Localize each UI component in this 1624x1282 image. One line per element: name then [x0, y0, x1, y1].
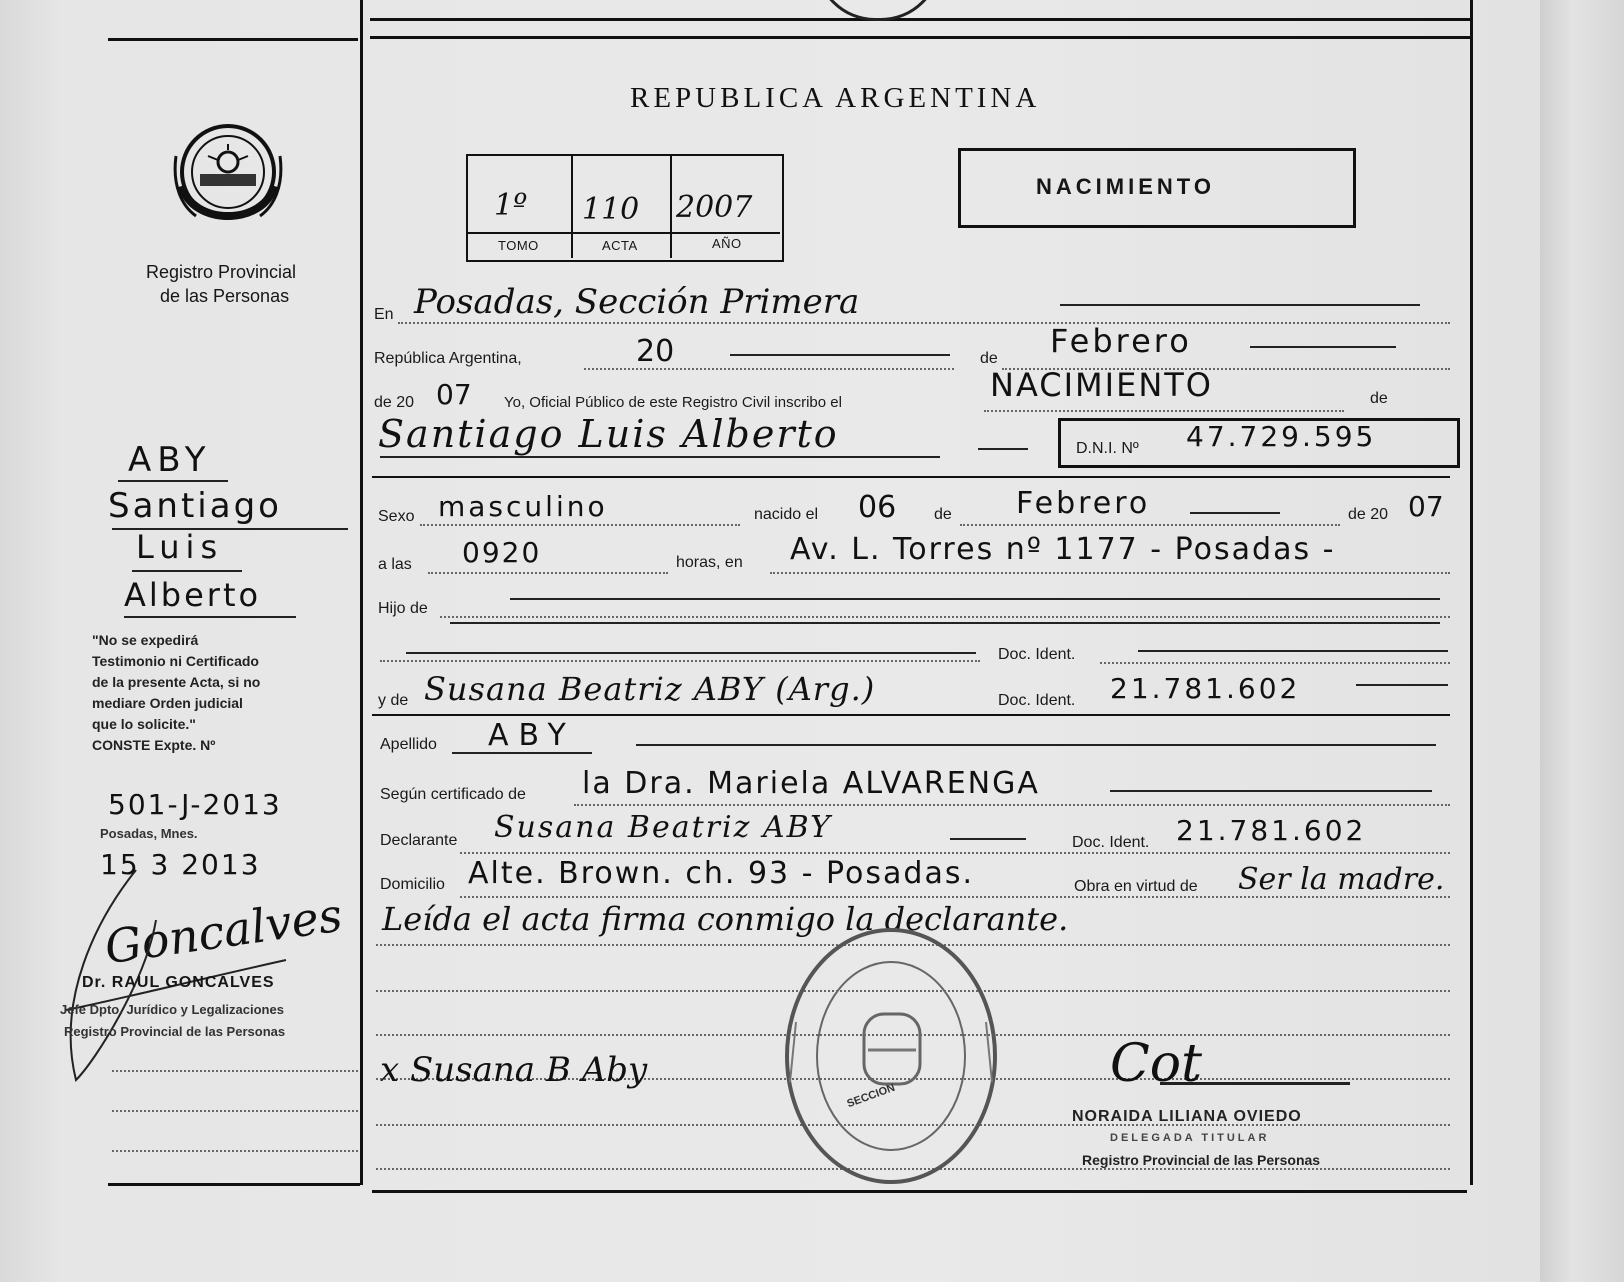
notice-line-2: Testimonio ni Certificado [92, 653, 259, 669]
mother-doc-value: 21.781.602 [1110, 672, 1301, 705]
republica-label: República Argentina, [374, 350, 522, 367]
birth-place-value: Av. L. Torres nº 1177 - Posadas - [790, 532, 1336, 567]
en-value: Posadas, Sección Primera [414, 282, 860, 322]
month-de-label: de [980, 350, 998, 367]
sexo-label: Sexo [378, 508, 415, 525]
official-registry-stamp: Registro Provincial de las Personas [1082, 1152, 1321, 1168]
left-dots-3 [112, 1150, 358, 1152]
sexo-value: masculino [438, 490, 608, 523]
next-page-edge [1540, 0, 1624, 1282]
main-bottom-rule [372, 1190, 1467, 1193]
domicilio-value: Alte. Brown. ch. 93 - Posadas. [468, 856, 975, 891]
father-line-dots [380, 660, 980, 662]
right-border [1470, 0, 1473, 1185]
segun-tail [1110, 790, 1432, 792]
registry-divider-1 [571, 154, 573, 258]
conste-label: CONSTE Expte. Nº [92, 737, 216, 753]
apellido-tail [636, 744, 1436, 746]
inscribo-value: NACIMIENTO [990, 366, 1213, 404]
year-value: 07 [436, 378, 472, 411]
birth-year-prefix: de 20 [1348, 506, 1389, 523]
left-dots-1 [112, 1070, 358, 1072]
month-tail-rule [1250, 346, 1396, 348]
margin-surname: ABY [128, 440, 212, 480]
domicilio-dots [460, 896, 1450, 898]
registry-label-rule [466, 232, 780, 234]
hijo-de-label: Hijo de [378, 600, 428, 617]
en-label: En [374, 306, 394, 323]
person-name: Santiago Luis Alberto [378, 412, 839, 456]
expediente-number: 501-J-2013 [108, 788, 282, 821]
closing-text: Leída el acta firma conmigo la declarante. [382, 900, 1069, 938]
official-title-stamp: DELEGADA TITULAR [1110, 1132, 1270, 1144]
declarante-doc-label: Doc. Ident. [1072, 834, 1150, 851]
father-doc-dots [1100, 662, 1450, 664]
tomo-label: TOMO [498, 238, 539, 253]
office-line-1: Registro Provincial [146, 262, 297, 282]
hour-value: 0920 [462, 536, 542, 569]
notice-line-5: que lo solicite." [92, 716, 196, 732]
mother-value: Susana Beatriz ABY (Arg.) [424, 670, 876, 708]
father-doc-rule [1138, 650, 1448, 652]
declarante-dots [460, 852, 1450, 854]
declarante-signature: x Susana B Aby [380, 1050, 648, 1090]
hijo-rule-1 [510, 598, 1440, 600]
oficial-text: Yo, Oficial Público de este Registro Civil inscribo el [504, 394, 842, 411]
official-signature: Cot [1110, 1034, 1202, 1094]
tomo-value: 1º [494, 188, 528, 223]
mother-doc-label: Doc. Ident. [998, 692, 1076, 709]
official-signature-flourish [1160, 1082, 1350, 1085]
domicilio-label: Domicilio [380, 876, 445, 893]
notice-line-4: mediare Orden judicial [92, 695, 243, 711]
birth-month-value: Febrero [1016, 486, 1151, 521]
segun-label: Según certificado de [380, 786, 526, 803]
birth-month-dots [960, 524, 1340, 526]
margin-underline-1 [118, 480, 228, 482]
sexo-dots [420, 524, 740, 526]
identity-separator [372, 476, 1450, 478]
stamp-date: 15 3 2013 [100, 848, 261, 881]
main-top-rule [370, 18, 1470, 21]
margin-underline-2 [112, 528, 348, 530]
notice-line-1: "No se expedirá [92, 632, 199, 648]
father-line-rule [406, 652, 976, 654]
official-title-left-1: Jefe Dpto. Jurídico y Legalizaciones [60, 1002, 284, 1017]
hijo-dots [440, 616, 1450, 618]
notice-stamp [92, 630, 362, 756]
parents-separator [372, 714, 1450, 716]
obra-value: Ser la madre. [1238, 862, 1445, 897]
obra-label: Obra en virtud de [1074, 878, 1198, 895]
margin-middlename: Luis [136, 528, 224, 566]
main-header-rule [370, 36, 1470, 39]
day-value: 20 [636, 334, 675, 369]
en-tail-rule [1060, 304, 1420, 306]
person-name-underline [380, 456, 940, 458]
registry-round-stamp-icon [778, 922, 1004, 1190]
hour-dots [428, 572, 668, 574]
misiones-seal-icon [172, 116, 284, 240]
day-dots [584, 368, 954, 370]
official-name-left: Dr. RAUL GONCALVES [82, 974, 275, 991]
official-name-stamp: NORAIDA LILIANA OVIEDO [1072, 1108, 1302, 1125]
de2-label: de [1370, 390, 1388, 407]
office-line-2: de las Personas [160, 286, 290, 306]
segun-value: la Dra. Mariela ALVARENGA [582, 766, 1040, 801]
margin-underline-3 [132, 570, 242, 572]
apellido-underline [452, 752, 592, 754]
birth-year-value: 07 [1408, 490, 1444, 523]
horas-label: horas, en [676, 554, 743, 571]
birth-place-dots [770, 572, 1450, 574]
inscribo-dots [984, 410, 1344, 412]
margin-firstname: Santiago [108, 486, 282, 526]
declarante-value: Susana Beatriz ABY [494, 810, 832, 845]
mother-doc-tail [1356, 684, 1448, 686]
declarante-doc-value: 21.781.602 [1176, 814, 1367, 847]
apellido-value: ABY [488, 718, 576, 753]
apellido-label: Apellido [380, 736, 437, 753]
column-divider [360, 0, 363, 1185]
anio-label: AÑO [712, 236, 742, 251]
father-doc-label: Doc. Ident. [998, 646, 1076, 663]
left-dots-2 [112, 1110, 358, 1112]
official-title-left-2: Registro Provincial de las Personas [64, 1024, 286, 1039]
round-stamp-center: SECCION [845, 1081, 897, 1111]
country-title: REPUBLICA ARGENTINA [630, 82, 1041, 114]
birth-day-value: 06 [858, 490, 897, 525]
declarante-label: Declarante [380, 832, 458, 849]
act-type-label: NACIMIENTO [1036, 174, 1215, 199]
acta-value: 110 [582, 192, 640, 227]
year-prefix-label: de 20 [374, 394, 415, 411]
nacido-label: nacido el [754, 506, 819, 523]
dni-label: D.N.I. Nº [1076, 440, 1139, 457]
hijo-rule-2 [450, 622, 1440, 624]
en-dots [398, 322, 1450, 324]
y-de-label: y de [378, 692, 409, 709]
segun-dots [574, 804, 1450, 806]
stamp-place: Posadas, Mnes. [100, 826, 198, 841]
left-column-bottom-rule [108, 1183, 360, 1186]
goncalves-signature: Goncalves [101, 887, 346, 975]
margin-lastname: Alberto [124, 576, 262, 614]
person-name-tail [978, 448, 1028, 450]
registry-divider-2 [670, 154, 672, 258]
dni-value: 47.729.595 [1186, 420, 1377, 453]
a-las-label: a las [378, 556, 412, 573]
notice-line-3: de la presente Acta, si no [92, 674, 261, 690]
month-value: Febrero [1050, 322, 1192, 360]
margin-underline-4 [124, 616, 296, 618]
left-column-top-rule [108, 38, 358, 41]
day-tail-rule [730, 354, 950, 356]
birth-month-tail [1190, 512, 1280, 514]
acta-label: ACTA [602, 238, 638, 253]
declarante-tail [950, 838, 1026, 840]
birth-de-label: de [934, 506, 952, 523]
anio-value: 2007 [676, 190, 753, 225]
